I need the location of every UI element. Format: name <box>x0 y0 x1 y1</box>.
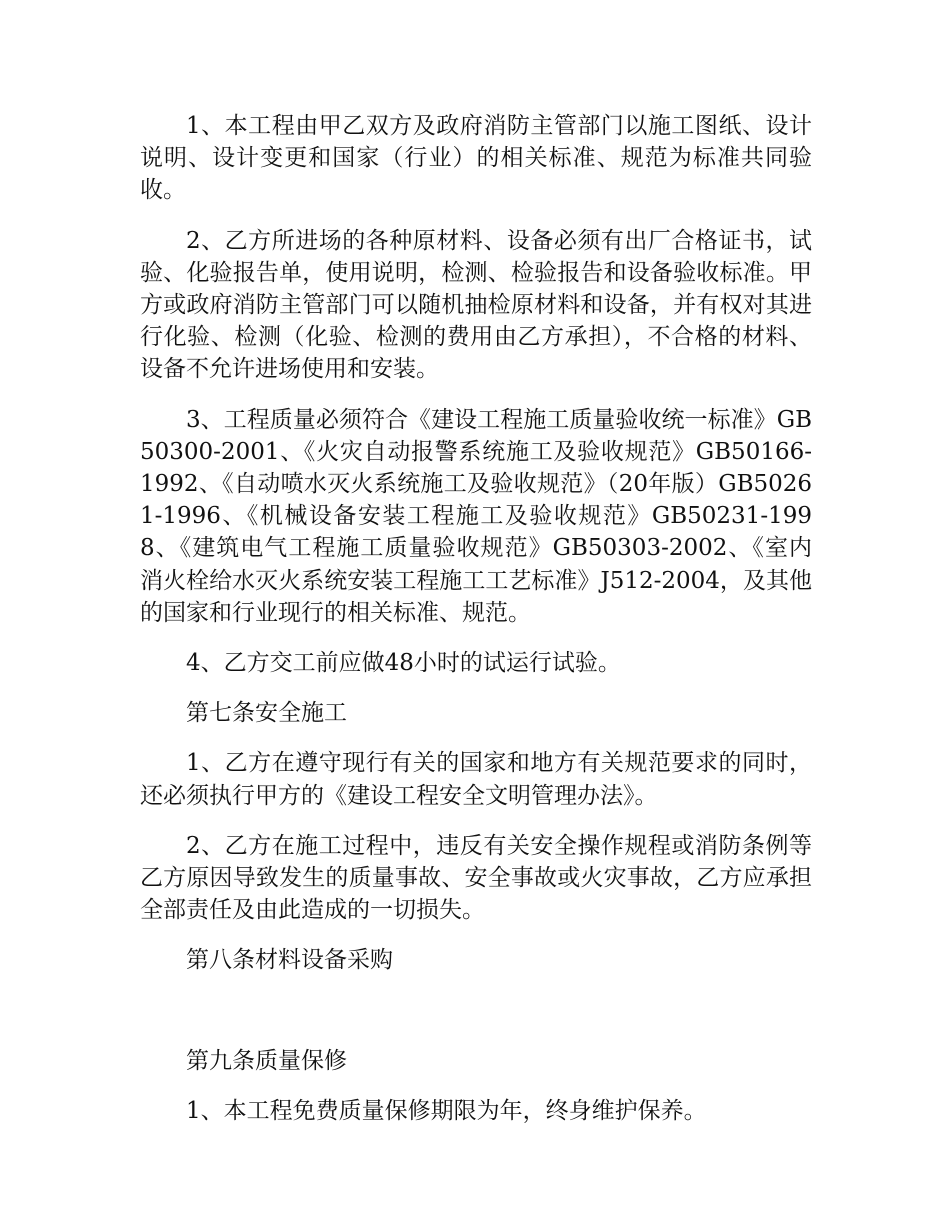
paragraph-trial-run: 4、乙方交工前应做48小时的试运行试验。 <box>186 650 621 677</box>
heading-article-7: 第七条安全施工 <box>186 700 347 727</box>
heading-article-8: 第八条材料设备采购 <box>186 947 393 974</box>
paragraph-quality-standards: 3、工程质量必须符合《建设工程施工质量验收统一标准》GB50300-2001、《火灾自动报警系统施工及验收规范》GB50166-1992、《自动喷水灭火系统施工及验收规范》（20年版）GB50261-1996、《机械设备安装工程施工及验收规范》GB50231-1998、《建筑电气工程施工质量验收规范》GB50303-2002、《室内消火栓给水灭火系统安装工程施工工艺标准》J512-2004，及其他的国家和行业现行的相关标准、规范。 <box>140 406 812 626</box>
document-body <box>140 110 812 1145</box>
blank-spacer <box>140 995 812 1045</box>
paragraph-acceptance-standards: 1、本工程由甲乙双方及政府消防主管部门以施工图纸、设计说明、设计变更和国家（行业）的相关标准、规范为标准共同验收。 <box>140 113 812 204</box>
paragraph-safety-compliance: 1、乙方在遵守现行有关的国家和地方有关规范要求的同时，还必须执行甲方的《建设工程安全文明管理办法》。 <box>140 750 812 809</box>
paragraph-safety-liability: 2、乙方在施工过程中，违反有关安全操作规程或消防条例等乙方原因导致发生的质量事故、安全事故或火灾事故，乙方应承担全部责任及由此造成的一切损失。 <box>140 832 812 924</box>
paragraph-warranty: 1、本工程免费质量保修期限为年，终身维护保养。 <box>186 1097 707 1124</box>
paragraph-materials-certification: 2、乙方所进场的各种原材料、设备必须有出厂合格证书，试验、化验报告单，使用说明，检测、检验报告和设备验收标准。甲方或政府消防主管部门可以随机抽检原材料和设备，并有权对其进行化验、检测（化验、检测的费用由乙方承担），不合格的材料、设备不允许进场使用和安装。 <box>140 227 812 383</box>
heading-article-9: 第九条质量保修 <box>186 1047 347 1074</box>
